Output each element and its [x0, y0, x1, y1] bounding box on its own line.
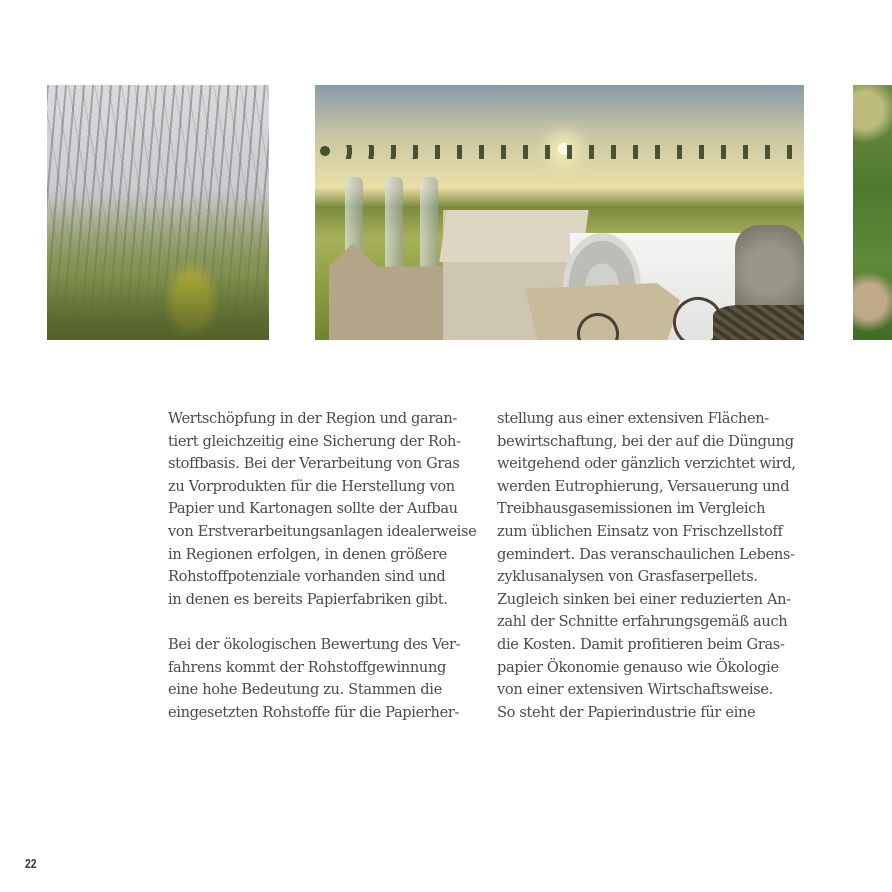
text-line: eingesetzten Rohstoffe für die Papierher-: [168, 703, 460, 721]
text-line: eine hohe Bedeutung zu. Stammen die: [168, 681, 442, 699]
text-column-left: [168, 408, 478, 724]
treeline-graphic: [315, 145, 804, 159]
paragraph: [168, 634, 478, 724]
paragraph: [168, 408, 478, 611]
text-line: bewirtschaftung, bei der auf die Düngung: [497, 432, 794, 450]
grass-fiber-bale-graphic: [735, 225, 804, 315]
text-line: fahrens kommt der Rohstoffgewinnung: [168, 658, 446, 676]
text-line: tiert gleichzeitig eine Sicherung der Roh-: [168, 432, 461, 450]
grass-meadow-photo: [47, 85, 269, 340]
text-line: Treibhausgasemissionen im Vergleich: [497, 500, 766, 518]
page-number: 22: [25, 856, 37, 871]
text-line: zu Vorprodukten für die Herstellung von: [168, 477, 455, 495]
text-line: zyklusanalysen von Grasfaserpellets.: [497, 568, 758, 586]
text-line: stellung aus einer extensiven Flächen-: [497, 410, 769, 427]
paragraph: [497, 408, 807, 724]
bottle-graphic: [420, 177, 438, 277]
box-lid-graphic: [439, 210, 588, 262]
text-line: in denen es bereits Papierfabriken gibt.: [168, 590, 448, 608]
text-line: werden Eutrophierung, Versauerung und: [497, 477, 790, 495]
grass-pellets-graphic: [713, 305, 804, 340]
text-line: stoffbasis. Bei der Verarbeitung von Gras: [168, 455, 460, 473]
text-line: von einer extensiven Wirtschaftsweise.: [497, 681, 773, 699]
text-line: Rohstoffpotenziale vorhanden sind und: [168, 568, 446, 586]
text-line: gemindert. Das veranschaulichen Lebens-: [497, 545, 795, 563]
text-line: papier Ökonomie genauso wie Ökologie: [497, 658, 779, 676]
text-line: weitgehend oder gänzlich verzichtet wird,: [497, 455, 796, 473]
text-line: zahl der Schnitte erfahrungsgemäß auch: [497, 613, 788, 631]
text-line: von Erstverarbeitungsanlagen idealerweise: [168, 522, 477, 540]
text-line: Papier und Kartonagen sollte der Aufbau: [168, 500, 458, 518]
text-line: So steht der Papierindustrie für eine: [497, 703, 756, 721]
text-line: Bei der ökologischen Bewertung des Ver-: [168, 635, 461, 653]
bottle-graphic: [385, 177, 403, 277]
text-line: die Kosten. Damit profitieren beim Gras-: [497, 635, 785, 653]
text-line: Zugleich sinken bei einer reduzierten An-: [497, 590, 791, 608]
text-line: zum üblichen Einsatz von Frischzellstoff: [497, 522, 783, 540]
text-line: in Regionen erfolgen, in denen größere: [168, 545, 447, 563]
text-column-right: [497, 408, 807, 724]
grass-paper-products-photo: [315, 85, 804, 340]
meadow-flowers-photo: [853, 85, 892, 340]
text-line: Wertschöpfung in der Region und garan-: [168, 410, 457, 427]
